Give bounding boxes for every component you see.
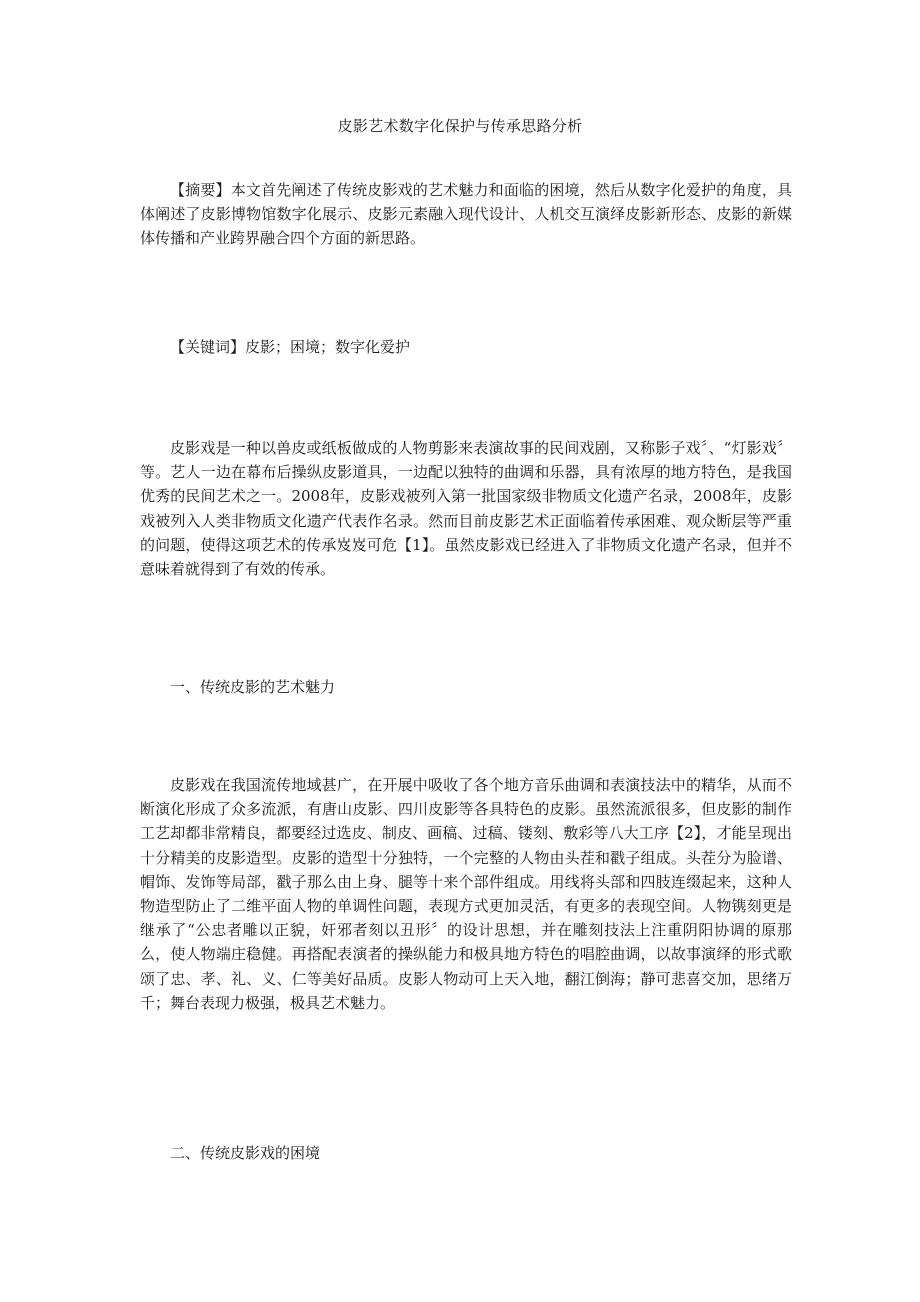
section-heading-2: 二、传统皮影戏的困境 bbox=[170, 1144, 321, 1162]
section-1-paragraph: 皮影戏在我国流传地域甚广，在开展中吸收了各个地方音乐曲调和表演技法中的精华，从而不断演化形成了众多流派，有唐山皮影、四川皮影等各具特色的皮影。虽然流派很多，但皮影的制作工艺却都非常精良，都要经过选皮、制皮、画稿、过稿、镂刻、敷彩等八大工序【2】，才能呈现出十分精美的皮影造型。皮影的造型十分独特，一个完整的人物由头茬和戳子组成。头茬分为脸谱、帽饰、发饰等局部，戳子那么由上身、腿等十来个部件组成。用线将头部和四肢连缀起来，这种人物造型防止了二维平面人物的单调性问题，表现方式更加灵活，有更多的表现空间。人物镌刻更是继承了“公忠者雕以正貌，奸邪者刻以丑形〞的设计思想，并在雕刻技法上注重阴阳协调的原那么，使人物端庄稳健。再搭配表演者的操纵能力和极具地方特色的唱腔曲调，以故事演绎的形式歌颂了忠、孝、礼、义、仁等美好品质。皮影人物动可上天入地，翻江倒海；静可悲喜交加，思绪万千；舞台表现力极强，极具艺术魅力。 bbox=[140, 776, 792, 1012]
intro-paragraph: 皮影戏是一种以兽皮或纸板做成的人物剪影来表演故事的民间戏剧，又称影子戏〞、“灯影戏〞等。艺人一边在幕布后操纵皮影道具，一边配以独特的曲调和乐器，具有浓厚的地方特色，是我国优秀的民间艺术之一。2008年，皮影戏被列入第一批国家级非物质文化遗产名录，2008年，皮影戏被列入人类非物质文化遗产代表作名录。然而目前皮影艺术正面临着传承困难、观众断层等严重的问题，使得这项艺术的传承岌岌可危【1】。虽然皮影戏已经进入了非物质文化遗产名录，但并不意味着就得到了有效的传承。 bbox=[140, 439, 792, 579]
section-heading-1: 一、传统皮影的艺术魅力 bbox=[170, 678, 336, 696]
document-title: 皮影艺术数字化保护与传承思路分析 bbox=[337, 117, 583, 135]
abstract-paragraph: 【摘要】本文首先阐述了传统皮影戏的艺术魅力和面临的困境，然后从数字化爱护的角度，具体阐述了皮影博物馆数字化展示、皮影元素融入现代设计、人机交互演绎皮影新形态、皮影的新媒体传播和产业跨界融合四个方面的新思路。 bbox=[140, 181, 792, 248]
keywords-line: 【关键词】皮影；困境；数字化爱护 bbox=[170, 338, 411, 356]
